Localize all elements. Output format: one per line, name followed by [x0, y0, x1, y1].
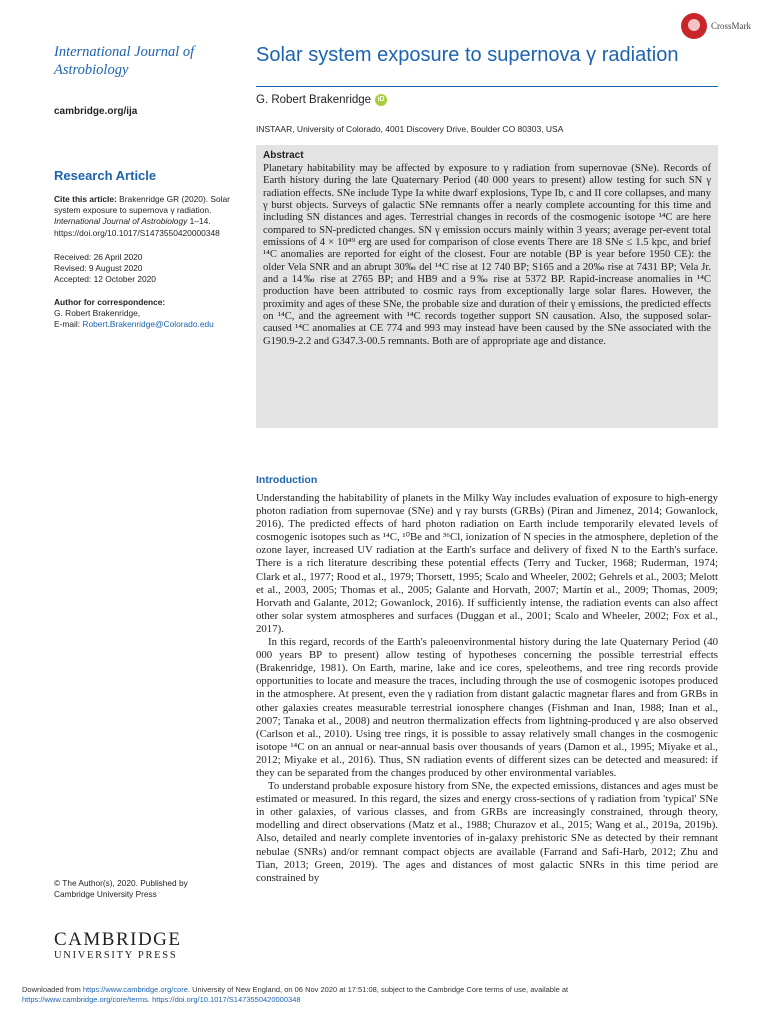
- corr-email-label: E-mail:: [54, 319, 81, 330]
- copyright-line-1: © The Author(s), 2020. Published by: [54, 878, 188, 888]
- corr-label: Author for correspondence:: [54, 297, 166, 307]
- cite-label: Cite this article:: [54, 194, 117, 204]
- abstract-text: Planetary habitability may be affected by exposure to γ radiation from supernovae (SNe). Records of Earth history during the late Quaternary Period (40 000 years to present) allow testing for such SN γ radiation effects. SNe include Type Ia white dwarf explosions, Type Ib, c and II core collapses, and many γ burst objects. Surveys of galactic SNe remnants offer a nearly complete accounting for this time and including SN distances and ages. Terrestrial changes in records of the cosmogenic isotope ¹⁴C are here compared to SN-predicted changes. SN γ emission occurs mainly within 3 years; average per-event total emissions of 4 × 10⁴⁹ erg are used for comparison of close events There are 18 SNe ≤ 1.5 kpc, and brief ¹⁴C anomalies are reported for eight of the closest. Four are notable (BP is year before 1950 CE): the older Vela SNR and an abrupt 30‰ del ¹⁴C rise at 12 740 BP; S165 and a 20‰ rise at 7431 BP; Vela Jr. and a 14‰ rise at 2765 BP; and HB9 and a 9‰ rise at 5372 BP. Rapid-increase anomalies in ¹⁴C production have been attributed to cosmic rays from exceptionally large solar flares. However, the proximity and ages of these SNe, the probable size and duration of their γ emissions, the predicted effects on ¹⁴C, and the agreement with ¹⁴C records together support SN causation. Also, the supposed solar-caused ¹⁴C anomalies at CE 774 and 993 may instead have been caused by the SNe associated with the G190.9-2.2 and G347.3-00.5 remnants. Both are of appropriate age and distance.: [263, 163, 711, 347]
- abstract-heading: Abstract: [263, 150, 304, 161]
- footer-link-doi[interactable]: https://doi.org/10.1017/S1473550420000348: [152, 995, 301, 1004]
- dates-block: [54, 252, 242, 286]
- publisher-logo-line-2: UNIVERSITY PRESS: [54, 950, 178, 961]
- journal-name[interactable]: International Journal of Astrobiology: [54, 44, 195, 78]
- footer-link-core[interactable]: https://www.cambridge.org/core: [82, 985, 188, 994]
- title-divider: [256, 86, 718, 87]
- author-line: [256, 94, 387, 106]
- intro-paragraph-1: Understanding the habitability of planets in the Milky Way includes evaluation of exposure to high-energy photon radiation from supernovae (SNe) and γ ray bursts (GRBs) (Piran and Jimenez, 2014; Gowanlock, 2016). The predicted effects of hard photon radiation on Earth include temporarily elevated levels of cosmogenic isotopes such as ¹⁴C, ¹⁰Be and ³⁶Cl, ionization of N species in the atmosphere, depletion of the ozone layer, increased UV radiation at the Earth's surface and delivery of fixed N to the Earth's surface. There is a rich literature describing these potential effects (Terry and Tucker, 1968; Ruderman, 1974; Clark et al., 1977; Rood et al., 1979; Thorsett, 1995; Scalo and Wheeler, 2002; Gehrels et al., 2003; Melott et al., 2003, 2005; Thomas et al., 2005; Galante and Horvath, 2007; Martín et al., 2009; Thomas, 2009; Horvath and Galante, 2012; Gowanlock, 2016). If sufficiently intense, the radiation events can also affect other solar system atmospheres and surfaces (Duggan et al., 2001; Scalo and Wheeler, 2002; Fox et al., 2017).: [256, 492, 718, 635]
- cite-text: Brakenridge GR (2020). Solar system exposure to supernova γ radiation.: [54, 194, 230, 216]
- article-title: Solar system exposure to supernova γ radiation: [256, 44, 679, 66]
- footer-text-3: .: [147, 995, 150, 1004]
- crossmark-badge[interactable]: [681, 13, 761, 41]
- intro-paragraph-3: To understand probable exposure history from SNe, the expected emissions, distances and ages must be estimated or measured. In this regard, the sizes and energy cross-sections of γ radiation from 'typical' SNe in other galaxies, of various classes, and from GRBs are increasingly constrained, through theory, modelling and direct observations (Matz et al., 1988; Churazov et al., 2015; Wang et al., 2019a, 2019b). Also, detailed and nearly complete inventories of in-galaxy prehistoric SNe as detected by their remnant nebulae (SNRs) and/or remnant compact objects are available (Farrand and Safi-Harb, 2012; Zhu and Tian, 2013; Green, 2019). The ages and distances of most galactic SNRs in this time period are constrained by: [256, 780, 718, 884]
- citation-block: [54, 194, 242, 239]
- publisher-logo: [54, 930, 224, 962]
- footer-text-1: Downloaded from: [22, 985, 81, 994]
- article-type: Research Article: [54, 168, 157, 183]
- affiliation: INSTAAR, University of Colorado, 4001 Discovery Drive, Boulder CO 80303, USA: [256, 124, 564, 134]
- cite-pages: 1–14.: [189, 216, 211, 227]
- corr-email-link[interactable]: Robert.Brakenridge@Colorado.edu: [82, 319, 214, 330]
- cite-doi[interactable]: https://doi.org/10.1017/S1473550420000348: [54, 227, 220, 238]
- cite-journal: International Journal of Astrobiology: [54, 216, 188, 227]
- correspondence-block: [54, 297, 242, 331]
- crossmark-label: CrossMark: [711, 21, 751, 31]
- download-footer: [22, 985, 752, 1005]
- crossmark-icon: [681, 13, 707, 39]
- introduction-body: [256, 492, 718, 885]
- orcid-icon[interactable]: iD: [375, 94, 387, 106]
- received-date: Received: 26 April 2020: [54, 252, 143, 262]
- introduction-heading: Introduction: [256, 474, 318, 486]
- journal-url[interactable]: cambridge.org/ija: [54, 106, 138, 117]
- author-name: G. Robert Brakenridge: [256, 94, 372, 106]
- revised-date: Revised: 9 August 2020: [54, 263, 143, 274]
- footer-text-2: . University of New England, on 06 Nov 2020 at 17:51:08, subject to the Cambridge Core terms of use, available at: [187, 985, 569, 994]
- abstract-box: [256, 145, 718, 428]
- accepted-date: Accepted: 12 October 2020: [54, 274, 156, 285]
- publisher-logo-line-1: CAMBRIDGE: [54, 929, 182, 950]
- intro-paragraph-2: In this regard, records of the Earth's paleoenvironmental history during the late Quaternary Period (40 000 years BP to present) allow testing of hypotheses concerning the possible terrestrial effects (Brakenridge, 1981). On Earth, marine, lake and ice cores, speleothems, and tree ring records provide opportunities to locate and measure the traces, including through the use of cosmogenic isotopes produced in the atmosphere. At present, even the γ radiation from distant galactic magnetar flares and from GRBs in other galaxies creates measurable terrestrial ionosphere changes (Fishman and Inan, 1988; Inan et al., 2007; Tanaka et al., 2008) and neutron thermalization effects from lightning-produced γ are also observed (Carlson et al., 2010). Using tree rings, it is possible to assay relatively small changes in the cosmogenic isotope ¹⁴C on an annual or near-annual basis over thousands of years (Damon et al., 1995; Miyake et al., 2012; Miyake et al., 2016). Thus, SN radiation events of different sizes can be detected and measured: if they can be separated from the changes produced by other environmental variables.: [256, 636, 718, 779]
- copyright-line-2: Cambridge University Press: [54, 889, 157, 899]
- corr-name: G. Robert Brakenridge,: [54, 308, 141, 319]
- footer-link-terms[interactable]: https://www.cambridge.org/core/terms: [22, 995, 148, 1004]
- copyright-notice: [54, 878, 244, 900]
